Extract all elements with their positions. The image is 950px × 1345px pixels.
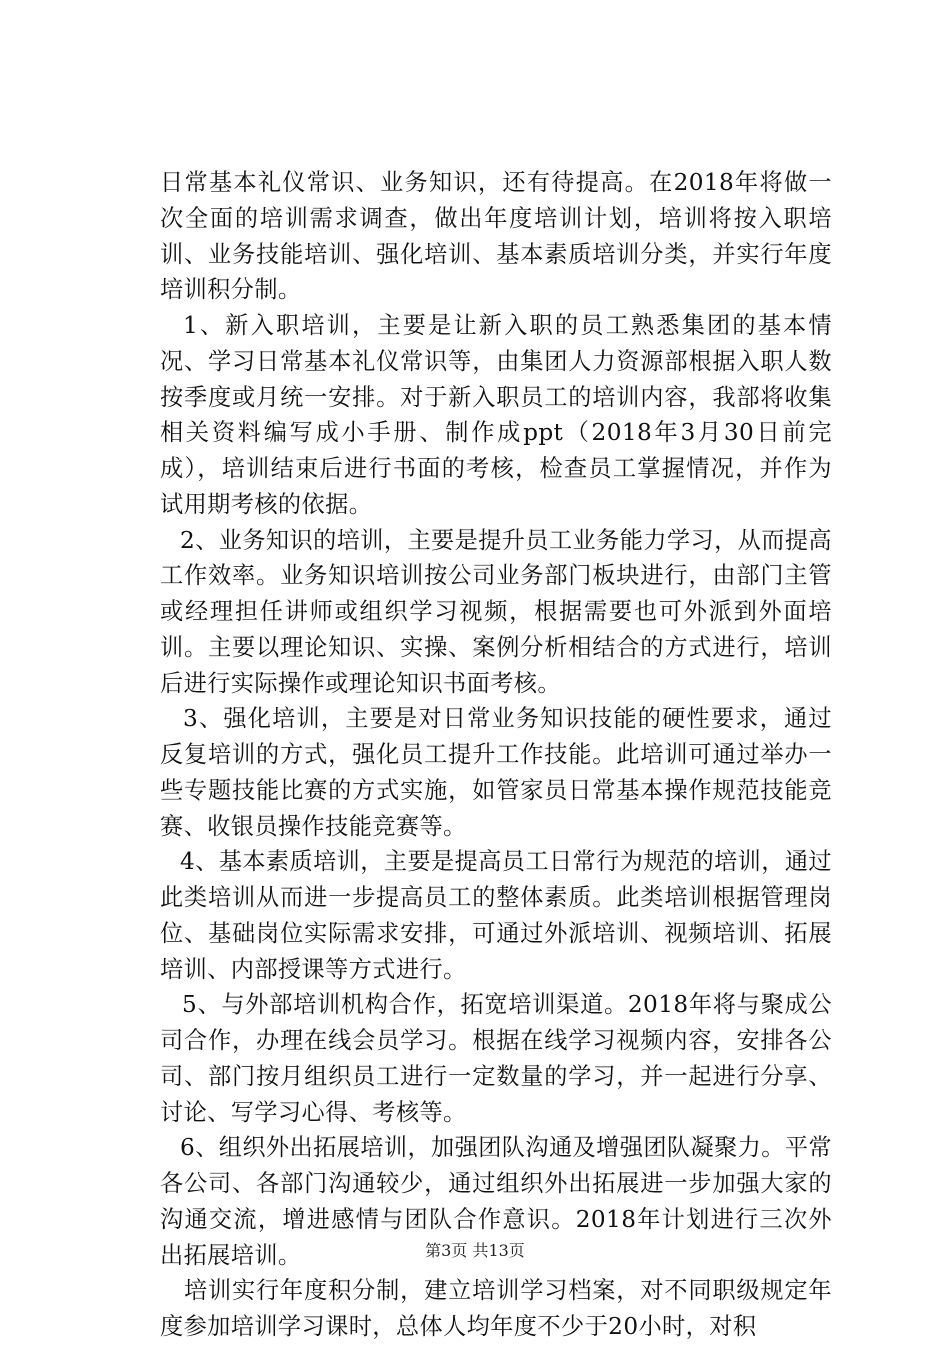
paragraph-business-knowledge-training: 2、业务知识的培训，主要是提升员工业务能力学习，从而提高工作效率。业务知识培训按公司业务部门板块进行，由部门主管或经理担任讲师或组织学习视频，根据需要也可外派到外面培训。主要以理论知识、实操、案例分析相结合的方式进行，培训后进行实际操作或理论知识书面考核。 bbox=[160, 526, 833, 697]
paragraph-intensive-training: 3、强化培训，主要是对日常业务知识技能的硬性要求，通过反复培训的方式，强化员工提升工作技能。此培训可通过举办一些专题技能比赛的方式实施，如管家员日常基本操作规范技能竞赛、收银员操作技能竞赛等。 bbox=[160, 705, 832, 840]
paragraph-outward-bound-training: 6、组织外出拓展培训，加强团队沟通及增强团队凝聚力。平常各公司、各部门沟通较少，通过组织外出拓展进一步加强大家的沟通交流，增进感情与团队合作意识。2018年计划进行三次外出拓展培训。 bbox=[160, 1134, 833, 1269]
paragraph-basic-quality-training: 4、基本素质培训，主要是提高员工日常行为规范的培训，通过此类培训从而进一步提高员工的整体素质。此类培训根据管理岗位、基础岗位实际需求安排，可通过外派培训、视频培训、拓展培训、内部授课等方式进行。 bbox=[160, 848, 833, 983]
paragraph-new-hire-training: 1、新入职培训，主要是让新入职的员工熟悉集团的基本情况、学习日常基本礼仪常识等，由集团人力资源部根据入职人数按季度或月统一安排。对于新入职员工的培训内容，我部将收集相关资料编写成小手册、制作成ppt（2018年3月30日前完成），培训结束后进行书面的考核，检查员工掌握情况，并作为试用期考核的依据。 bbox=[160, 312, 832, 518]
page-number-footer: 第3页 共13页 bbox=[425, 1241, 525, 1260]
paragraph-external-cooperation: 5、与外部培训机构合作，拓宽培训渠道。2018年将与聚成公司合作，办理在线会员学习。根据在线学习视频内容，安排各公司、部门按月组织员工进行一定数量的学习，并一起进行分享、讨论、写学习心得、考核等。 bbox=[160, 991, 832, 1126]
paragraph-annual-credit-system: 培训实行年度积分制，建立培训学习档案，对不同职级规定年度参加培训学习课时，总体人均年度不少于20小时，对积 bbox=[160, 1277, 832, 1340]
document-body bbox=[160, 165, 832, 1345]
paragraph-intro: 日常基本礼仪常识、业务知识，还有待提高。在2018年将做一次全面的培训需求调查，做出年度培训计划，培训将按入职培训、业务技能培训、强化培训、基本素质培训分类，并实行年度培训积分制。 bbox=[160, 169, 832, 304]
